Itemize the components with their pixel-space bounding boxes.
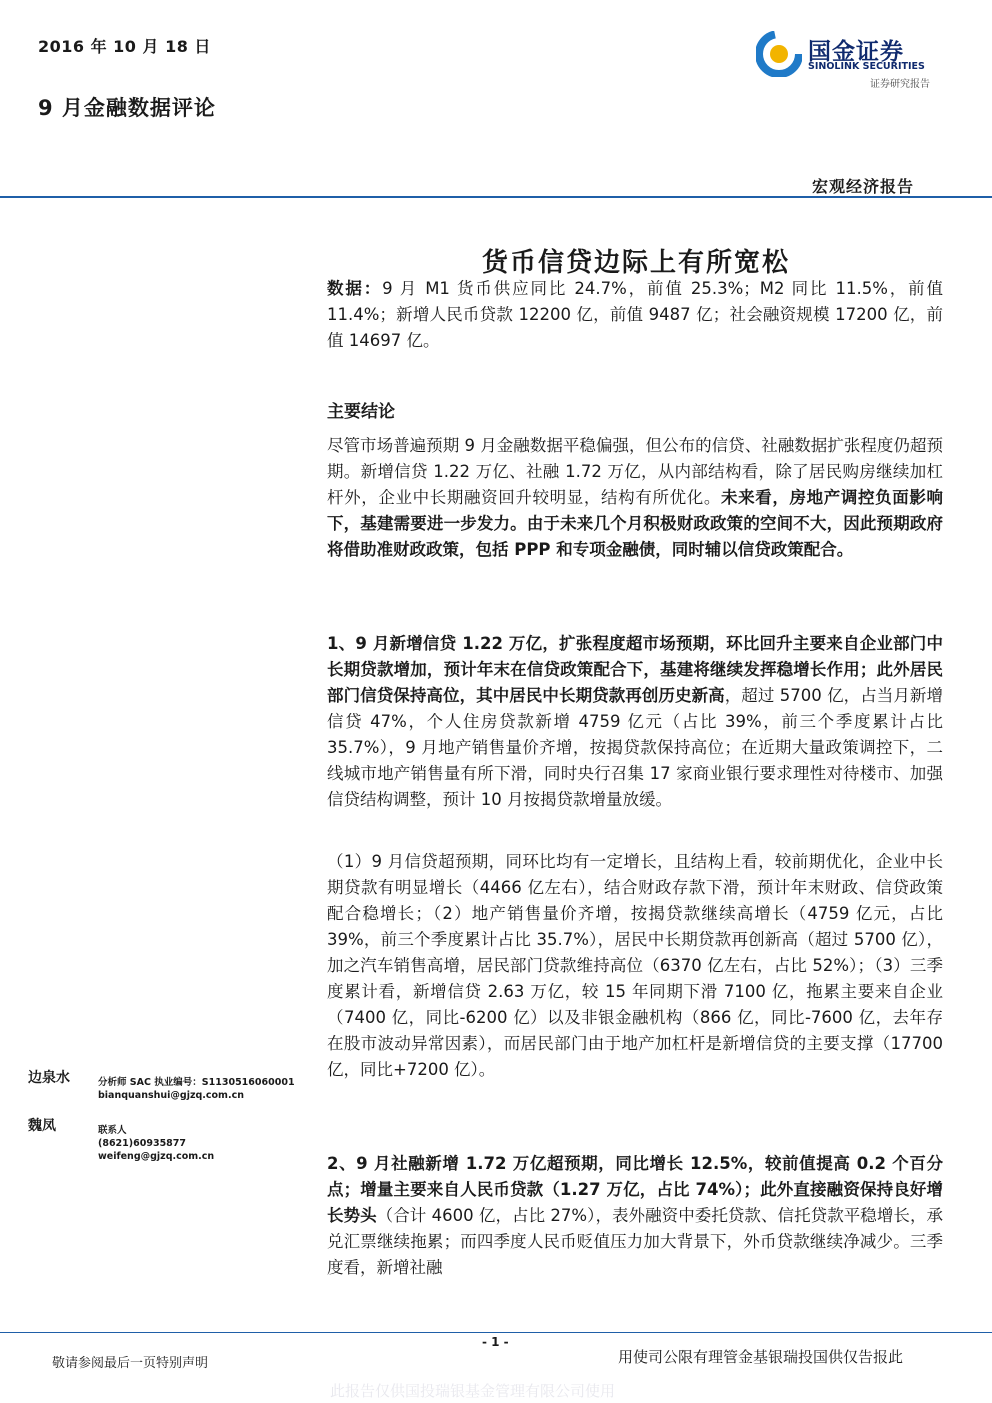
conclusion-bold-text: 未来看，房地产调控负面影响下，基建需要进一步发力。由于未来几个月积极财政政策的空间不大，因此预期政府将借助准财政政策，包括 PPP 和专项金融债，同时辅以信贷政策配合。: [327, 488, 944, 559]
logo-chinese-name: 国金证券: [808, 39, 904, 65]
page-number: - 1 -: [482, 1335, 509, 1349]
contact-info: [98, 1124, 214, 1163]
contact-email: weifeng@gjzq.com.cn: [98, 1151, 215, 1162]
footer-usage-note: 用使司公限有理管金基银瑞投国供仅告报此: [618, 1348, 904, 1366]
contact-phone: (8621)60935877: [98, 1138, 187, 1149]
analyst-email: bianquanshui@gjzq.com.cn: [98, 1090, 244, 1101]
report-type: 宏观经济报告: [812, 177, 915, 196]
section2-paragraph: [327, 1151, 943, 1281]
section1-paragraph: [327, 631, 943, 813]
footer-divider: [0, 1332, 992, 1333]
logo-subtitle: 证券研究报告: [870, 79, 930, 90]
contact-block: [28, 1120, 56, 1133]
conclusion-heading: 主要结论: [327, 402, 395, 422]
main-title: 货币信贷边际上有所宽松: [481, 248, 790, 278]
footer-disclaimer: 敬请参阅最后一页特别声明: [52, 1356, 209, 1371]
section1-bold-text: 1、9 月新增信贷 1.22 万亿，扩张程度超市场预期，环比回升主要来自企业部门中长期贷款增加，预计年末在信贷政策配合下，基建将继续发挥稳增长作用；此外居民部门信贷保持高位，其中居民中长期贷款再创历史新高: [327, 634, 943, 705]
analyst-block: [28, 1072, 70, 1085]
analyst-sac-id: 分析师 SAC 执业编号：S1130516060001: [98, 1077, 295, 1088]
section1-detail-text: （1）9 月信贷超预期，同环比均有一定增长，且结构上看，较前期优化，企业中长期贷款有明显增长（4466 亿左右），结合财政存款下滑，预计年末财政、信贷政策配合稳增长；（2）地产销售量价齐增，按揭贷款继续高增长（4759 亿元，占比 39%，前三个季度累计占比 35.7%），居民中长期贷款再创新高（超过 5700 亿），加之汽车销售高增，居民部门贷款维持高位（6370 亿左右，占比 52%）；（3）三季度累计看，新增信贷 2.63 万亿，较 15 年同期下滑 7100 亿，拖累主要来自企业（7400 亿，同比-6200 亿）以及非银金融机构（866 亿，同比-7600 亿，去年存在股市波动异常因素），而居民部门由于地产加杠杆是新增信贷的主要支撑（17700 亿，同比+7200 亿）。: [327, 852, 943, 1079]
conclusion-text: 尽管市场普遍预期 9 月金融数据平稳偏强，但公布的信贷、社融数据扩张程度仍超预期。新增信贷 1.22 万亿、社融 1.72 万亿，从内部结构看，除了居民购房继续加杠杆外，企业中长期融资回升较明显，结构有所优化。: [327, 436, 943, 507]
contact-role: 联系人: [98, 1125, 127, 1136]
report-date: 2016 年 10 月 18 日: [38, 37, 211, 56]
analyst-info: [98, 1076, 295, 1102]
logo-english-name: SINOLINK SECURITIES: [808, 61, 925, 72]
contact-name: 魏凤: [28, 1118, 56, 1134]
conclusion-paragraph: [327, 433, 943, 563]
data-paragraph: [327, 276, 943, 354]
header-divider: [0, 196, 992, 198]
section2-bold-text: 2、9 月社融新增 1.72 万亿超预期，同比增长 12.5%，较前值提高 0.2 个百分点；增量主要来自人民币贷款（1.27 万亿，占比 74%）；此外直接融资保持良好增长势头: [327, 1154, 943, 1225]
data-text: 9 月 M1 货币供应同比 24.7%，前值 25.3%；M2 同比 11.5%，前值 11.4%；新增人民币贷款 12200 亿，前值 9487 亿；社会融资规模 17200 亿，前值 14697 亿。: [327, 279, 943, 350]
section2-text: （合计 4600 亿，占比 27%），表外融资中委托贷款、信托贷款平稳增长，承兑汇票继续拖累；而四季度人民币贬值压力加大背景下，外币贷款继续净减少。三季度看，新增社融: [327, 1206, 944, 1277]
report-subject: 9 月金融数据评论: [38, 96, 216, 120]
section1-text: ，超过 5700 亿，占当月新增信贷 47%，个人住房贷款新增 4759 亿元（占比 39%，前三个季度累计占比 35.7%），9 月地产销售量价齐增，按揭贷款保持高位；在近期大量政策调控下，二线城市地产销售量有所下滑，同时央行召集 17 家商业银行要求理性对待楼市、加强信贷结构调整，预计 10 月按揭贷款增量放缓。: [327, 686, 944, 809]
section1-detail-paragraph: [327, 849, 943, 1083]
sinolink-logo-icon: [756, 31, 802, 77]
watermark-text: 此报告仅供国投瑞银基金管理有限公司使用: [330, 1382, 616, 1400]
data-label: 数据：: [327, 279, 383, 298]
analyst-name: 边泉水: [28, 1070, 70, 1086]
